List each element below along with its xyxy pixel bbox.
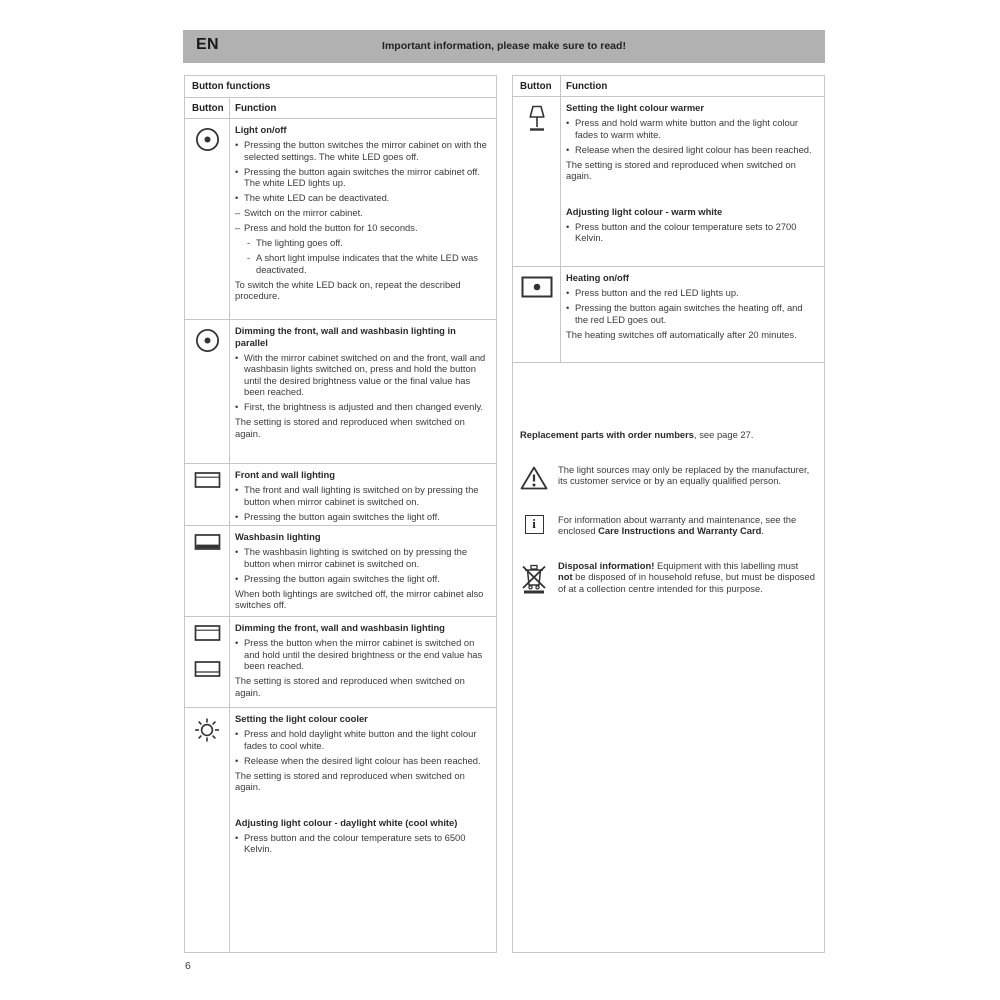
front-wall-lighting-button-icon <box>194 471 221 489</box>
list-item <box>235 166 489 189</box>
list-item-text: The washbasin lighting is switched on by pressing the button when mirror cabinet is switched on. <box>244 546 468 569</box>
sub-heading: Adjusting light colour - daylight white (cool white) <box>235 816 458 828</box>
list-item-text: Press button and the colour temperature sets to 6500 Kelvin. <box>244 831 466 854</box>
button-functions-table-right <box>512 75 825 363</box>
table-row-light-on-off <box>185 119 496 320</box>
warning-triangle-icon <box>520 464 548 491</box>
bullet-marker: • <box>235 754 239 766</box>
paragraph: The setting is stored and reproduced when switched on again. <box>235 416 465 439</box>
function-cell <box>230 617 496 707</box>
list-item-text: Pressing the button again switches the mirror cabinet off. The white LED lights up. <box>244 165 480 188</box>
list-item-text: With the mirror cabinet switched on and the front, wall and washbasin lights switched on, press and hold the button until the desired brightness value or the final value has been reached. <box>244 351 486 397</box>
function-heading: Front and wall lighting <box>235 469 335 480</box>
table-title: Button functions <box>185 76 496 98</box>
list-item <box>235 755 489 767</box>
list-item-text: Pressing the button again switches the light off. <box>244 572 440 584</box>
paragraph: When both lightings are switched off, the mirror cabinet also switches off. <box>235 587 484 610</box>
bullet-marker: • <box>235 484 239 495</box>
list-item <box>235 546 489 569</box>
button-cell <box>185 617 230 707</box>
bullet-marker: • <box>235 165 239 177</box>
notes-box <box>512 363 825 953</box>
list-item-text: Pressing the button again switches the heating off, and the red LED goes out. <box>575 302 803 325</box>
bullet-marker: • <box>235 510 239 522</box>
button-cell <box>185 526 230 616</box>
function-cell <box>561 97 824 266</box>
table-row-light-colour-warmer <box>513 97 824 267</box>
paragraph: The setting is stored and reproduced when switched on again. <box>235 675 465 698</box>
bullet-marker: • <box>235 546 239 557</box>
warning-note <box>520 464 817 491</box>
dash-marker: – <box>235 207 241 218</box>
hyphen-marker: - <box>247 252 251 263</box>
list-item-text: Pressing the button again switches the light off. <box>244 510 440 522</box>
paragraph: The setting is stored and reproduced when switched on again. <box>235 769 465 792</box>
table-header-row <box>513 76 824 97</box>
disposal-text-bold1: Disposal information! <box>558 559 655 571</box>
list-item-text: The white LED can be deactivated. <box>244 192 390 203</box>
dimming-parallel-button-icon <box>194 327 221 354</box>
paragraph: The setting is stored and reproduced when switched on again. <box>566 158 796 181</box>
function-cell <box>230 708 496 952</box>
list-item <box>235 207 489 219</box>
list-item <box>235 352 489 398</box>
column-header-function: Function <box>235 102 277 114</box>
list-item <box>235 401 489 413</box>
function-heading: Dimming the front, wall and washbasin lighting in parallel <box>235 325 456 348</box>
disposal-text-2: be disposed of in household refuse, but must be disposed of at a collection centre intended for this purpose. <box>558 571 815 594</box>
disposal-text-1: Equipment with this labelling must <box>654 559 799 571</box>
list-item-text: Pressing the button switches the mirror cabinet on with the selected settings. The white LED goes off. <box>244 139 487 162</box>
function-cell <box>230 320 496 463</box>
header-bar <box>183 30 825 63</box>
function-heading: Washbasin lighting <box>235 531 321 542</box>
info-icon-glyph: i <box>532 516 536 531</box>
list-item <box>235 511 489 523</box>
function-cell <box>561 267 824 362</box>
button-cell <box>185 464 230 525</box>
list-item <box>235 728 489 751</box>
replacement-parts-rest: , see page 27. <box>694 429 754 440</box>
info-text-bold: Care Instructions and Warranty Card <box>598 525 762 536</box>
table-row-front-wall-lighting <box>185 464 496 526</box>
hyphen-marker: - <box>247 237 251 248</box>
washbasin-lighting-button-icon <box>194 533 221 551</box>
info-text <box>558 514 817 537</box>
list-item-text: The lighting goes off. <box>256 237 343 248</box>
table-row-heating <box>513 267 824 362</box>
function-cell <box>230 119 496 319</box>
dash-marker: – <box>235 222 241 233</box>
info-text-post: . <box>761 525 764 536</box>
bullet-marker: • <box>566 302 570 313</box>
function-cell <box>230 526 496 616</box>
bullet-marker: • <box>235 728 239 739</box>
table-row-light-colour-cooler <box>185 708 496 952</box>
function-heading: Heating on/off <box>566 272 630 283</box>
function-heading: Setting the light colour warmer <box>566 102 705 113</box>
list-item <box>235 192 489 204</box>
button-cell <box>185 320 230 463</box>
list-item <box>235 832 489 855</box>
list-item <box>235 139 489 162</box>
disposal-text-bold2: not <box>558 571 573 582</box>
bullet-marker: • <box>566 220 570 232</box>
list-item <box>566 302 817 325</box>
function-cell <box>230 464 496 525</box>
info-icon <box>520 514 548 537</box>
paragraph: To switch the white LED back on, repeat the described procedure. <box>235 278 461 301</box>
warning-text: The light sources may only be replaced by the manufacturer, its customer service or by an equally qualified person. <box>558 463 810 486</box>
button-cell <box>185 119 230 319</box>
list-item-text: Press and hold daylight white button and the light colour fades to cool white. <box>244 728 477 751</box>
table-row-dimming-lighting <box>185 617 496 708</box>
bullet-marker: • <box>235 192 239 203</box>
list-item <box>235 573 489 585</box>
bullet-marker: • <box>235 831 239 843</box>
list-item-text: The front and wall lighting is switched on by pressing the button when mirror cabinet is switched on. <box>244 484 479 507</box>
list-item <box>235 484 489 507</box>
info-text-pre: For information about warranty and maintenance, see the enclosed <box>558 513 797 536</box>
list-item-text: Press and hold warm white button and the light colour fades to warm white. <box>575 117 799 140</box>
bullet-marker: • <box>566 143 570 155</box>
bullet-marker: • <box>235 139 239 150</box>
list-item-text: First, the brightness is adjusted and then changed evenly. <box>244 401 484 412</box>
button-functions-table-left <box>184 75 497 953</box>
disposal-text <box>558 560 817 595</box>
list-item-text: Switch on the mirror cabinet. <box>244 207 363 218</box>
function-heading: Setting the light colour cooler <box>235 713 368 724</box>
list-item <box>566 221 817 244</box>
column-header-function: Function <box>566 80 608 92</box>
list-item-text: Release when the desired light colour has been reached. <box>575 143 812 155</box>
bullet-marker: • <box>235 637 239 648</box>
warm-white-lamp-icon <box>524 104 550 134</box>
column-header-button: Button <box>513 76 561 96</box>
page-number: 6 <box>185 960 191 972</box>
header-notice: Important information, please make sure to read! <box>382 40 626 52</box>
front-wall-lighting-button-icon <box>194 624 221 642</box>
sub-list-item <box>247 237 489 249</box>
bullet-marker: • <box>235 572 239 584</box>
list-item-text: Press button and the red LED lights up. <box>575 287 739 298</box>
list-item-text: Press and hold the button for 10 seconds. <box>244 222 418 233</box>
function-heading: Light on/off <box>235 124 287 135</box>
sub-list-item <box>247 252 489 275</box>
table-row-dimming-parallel <box>185 320 496 464</box>
bullet-marker: • <box>566 117 570 128</box>
washbasin-lighting-button-icon <box>194 660 221 678</box>
replacement-parts-note <box>520 429 817 441</box>
list-item-text: Press button and the colour temperature sets to 2700 Kelvin. <box>575 220 797 243</box>
bullet-marker: • <box>235 351 239 363</box>
paragraph: The heating switches off automatically after 20 minutes. <box>566 328 797 340</box>
language-code: EN <box>196 36 219 53</box>
daylight-white-sun-icon <box>192 715 222 745</box>
button-cell <box>513 97 561 266</box>
list-item <box>235 222 489 234</box>
table-header-row <box>185 98 496 119</box>
info-note <box>520 514 817 537</box>
list-item-text: A short light impulse indicates that the white LED was deactivated. <box>256 252 478 275</box>
column-header-button: Button <box>185 98 230 118</box>
table-row-washbasin-lighting <box>185 526 496 617</box>
replacement-parts-bold: Replacement parts with order numbers <box>520 429 695 440</box>
function-heading: Dimming the front, wall and washbasin lighting <box>235 622 445 633</box>
button-cell <box>513 267 561 362</box>
list-item <box>235 637 489 672</box>
bullet-marker: • <box>566 287 570 298</box>
button-cell <box>185 708 230 952</box>
list-item-text: Release when the desired light colour has been reached. <box>244 754 481 766</box>
light-on-off-button-icon <box>194 126 221 153</box>
list-item <box>566 144 817 156</box>
list-item <box>566 117 817 140</box>
heating-button-icon <box>521 276 553 298</box>
list-item <box>566 287 817 299</box>
bullet-marker: • <box>235 401 239 412</box>
list-item-text: Press the button when the mirror cabinet is switched on and hold until the desired brightness or the end value has been reached. <box>244 637 483 671</box>
sub-heading: Adjusting light colour - warm white <box>566 205 723 217</box>
disposal-note <box>520 560 817 595</box>
weee-crossed-out-bin-icon <box>520 560 548 595</box>
